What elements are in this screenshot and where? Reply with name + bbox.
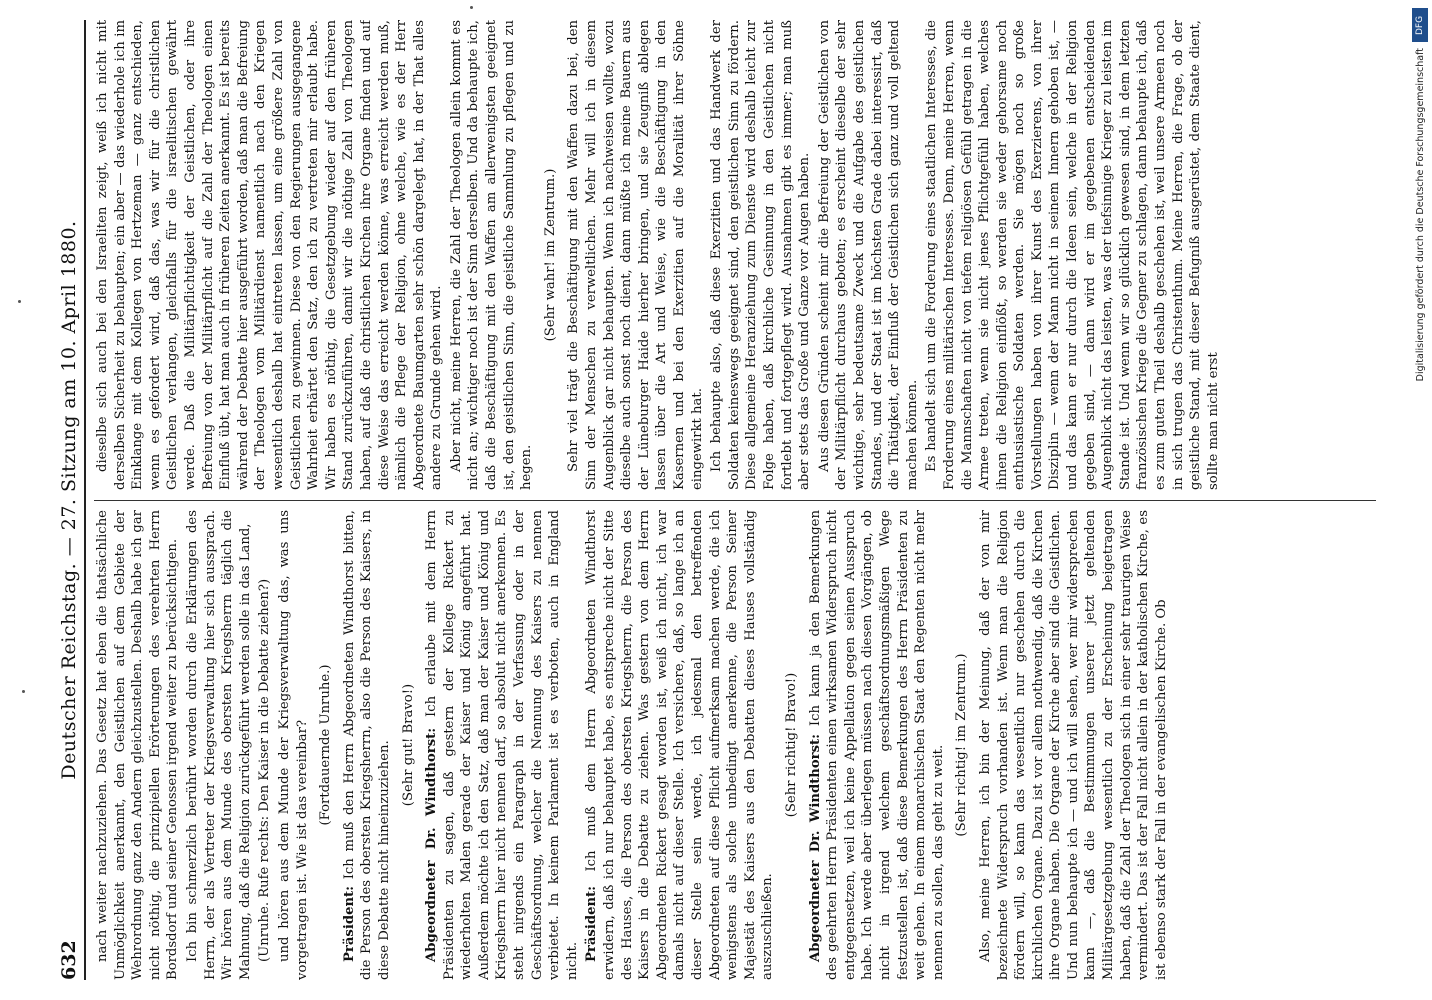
left-column bbox=[94, 510, 1376, 980]
speaker-name: Abgeordneter Dr. Windthorst: bbox=[807, 733, 823, 962]
paragraph bbox=[816, 20, 922, 490]
digitization-imprint bbox=[1408, 8, 1430, 988]
paragraph bbox=[423, 510, 581, 980]
paragraph-text: und hören aus dem Munde der Kriegsverwaltung das, was uns vorgetragen ist. Wie ist das vereinbar? bbox=[276, 510, 310, 980]
paragraph bbox=[256, 510, 274, 980]
interjection bbox=[400, 510, 418, 980]
paragraph bbox=[448, 20, 536, 490]
interjection bbox=[953, 510, 971, 980]
paragraph bbox=[923, 20, 1222, 490]
paragraph bbox=[94, 20, 446, 490]
paragraph bbox=[184, 510, 254, 980]
paragraph-text: nach weiter nachzuziehen. Das Gesetz hat eben die thatsächliche Unmöglichkeit anerkannt, den Geistlichen auf dem Gebiete der Wehrordnung ganz den Andern gleichzustellen. Deshalb habe ich gar nicht nöthig, die prinzipiellen Erörterungen des verehrten Herrn Bordsdorf und seiner Genossen irgend weiter zu berücksichtigen. bbox=[95, 510, 181, 980]
speaker-name: Präsident: bbox=[341, 885, 357, 962]
paragraph-text: (Unruhe. Rufe rechts: Den Kaiser in die Debatte ziehen?) bbox=[257, 578, 273, 962]
paragraph-text: Ich erlaube mit dem Herrn Präsidenten zu sagen, daß gestern der Kollege Rickert zu wiederholten Malen gerade der Kaiser und König angeführt hat. Außerdem möchte ich den Satz, daß man der Kaiser und König und Kriegsherrn hier nicht nennen darf, so absolut nicht anerkennen. Es steht nirgends ein Paragraph in der Verfassung oder in der Geschäftsordnung, welcher die Nennung des Kaisers zu nennen verbietet. In keinem Parlament ist es verboten, auch in England nicht. bbox=[424, 510, 580, 980]
speaker-name: Abgeordneter Dr. Windthorst: bbox=[424, 727, 440, 962]
dfg-logo: DFG bbox=[1412, 8, 1428, 42]
paragraph-text: Ich bin schmerzlich berührt worden durch die Erklärungen des Herrn, der als Vertreter der Kriegsverwaltung hier sich aussprach. Wir hören aus dem Munde des obersten Kriegsherrn täglich die Mahnung, daß die Religion zurückgeführt werden solle in das Land, bbox=[184, 510, 253, 980]
speaker-name: Präsident: bbox=[584, 885, 600, 962]
paragraph-text: (Fortdauernde Unruhe.) bbox=[318, 664, 334, 826]
paragraph-text: (Sehr wahr! im Zentrum.) bbox=[542, 168, 558, 342]
running-head bbox=[54, 20, 86, 980]
paragraph bbox=[583, 510, 777, 980]
running-head-title: Deutscher Reichstag. — 27. Sitzung am 10. April 1880. bbox=[58, 220, 80, 780]
paragraph bbox=[807, 510, 948, 980]
interjection bbox=[783, 510, 801, 980]
scan-speck bbox=[22, 690, 25, 693]
paragraph bbox=[94, 510, 182, 980]
scan-speck bbox=[470, 6, 473, 9]
paragraph-text: Ich kann ja den Bemerkungen des geehrten Herrn Präsidenten einen wirksamen Widerspruch nicht entgegensetzen, weil ich keine Appellation gegen seinen Ausspruch habe. Ich werde aber überlegen müssen nach diesen Vorgängen, ob nicht in irgend welchem geschäftsordnungsmäßigen Wege festzustellen ist, daß diese Bemerkungen des Herrn Präsidenten zu weit gehen. In einem monarchischen Staat den Regenten nicht mehr nennen zu sollen, das geht zu weit. bbox=[807, 510, 946, 980]
right-column bbox=[94, 20, 1376, 490]
paragraph bbox=[341, 510, 394, 980]
paragraph-text: dieselbe sich auch bei den Israeliten zeigt, weiß ich nicht mit derselben Sicherheit zu behaupten; ein aber — das wiederhole ich im Einklange mit dem Kollegen von Hertzeman — ganz entschieden, wenn es gefordert wird, daß das, was wir für die christlichen Geistlichen verlangen, gleichfalls für die israelitischen gewährt werde. Daß die Militärpflichtigkeit der Geistlichen, oder ihre Befreiung von der Militärpflicht auf die Zahl der Theologen einen Einfluß übt, hat man auch in früheren Zeiten anerkannt. Es ist bereits während der Debatte hier ausgeführt worden, daß man die Befreiung der Theologen vom Militärdienst namentlich nach den Kriegen wesentlich deshalb hat eintreten lassen, um eine größere Zahl von Geistlichen zu gewinnen. Diese von den Regierungen ausgegangene Wahrheit erhärtet den Satz, den ich zu vertreten mir erlaubt habe. Wir haben es nöthig, die Gesetzgebung wieder auf den früheren Stand zurückzuführen, damit wir die nöthige Zahl von Theologen haben, auf daß die christlichen Kirchen ihre Organe finden und auf diese Weise das erreicht werden könne, was erreicht werden muß, nämlich die Pflege der Religion, ohne welche, wie es der Herr Abgeordnete Baumgarten sehr schön dargelegt hat, in der That alles andere zu Grunde gehen wird. bbox=[95, 20, 445, 490]
paragraph bbox=[276, 510, 311, 980]
rotated-newspaper-page bbox=[46, 10, 1386, 990]
paragraph-text: (Sehr gut! Bravo!) bbox=[400, 683, 416, 807]
imprint-text: Digitalisierung gefördert durch die Deutsche Forschungsgemeinschaft bbox=[1415, 48, 1426, 382]
paragraph-text: Aber nicht, meine Herren, die Zahl der Theologen allein kommt es nicht an; wichtiger noch ist der Sinn derselben. Und da behaupte ich, daß die Beschäftigung mit den Waffen am allerwenigsten geeignet ist, den geistlichen Sinn, die geistliche Sammlung zu pflegen und zu hegen. bbox=[448, 20, 535, 490]
paragraph-text: Ich muß dem Herrn Abgeordneten Windthorst erwidern, daß ich nur behauptet habe, es entspreche nicht der Sitte des Hauses, die Person des obersten Kriegsherrn, die Person des Kaisers in die Debatte zu ziehen. Was gestern von dem Herrn Abgeordneten Rickert gesagt worden ist, weiß ich nicht, ich war damals nicht auf dieser Stelle. Ich versichere, daß, so lange ich an dieser Stelle sein werde, ich jedesmal den betreffenden Abgeordneten auf diese Pflicht aufmerksam machen werde, die ich wenigstens als solche unbedingt anerkenne, die Person Seiner Majestät des Kaisers aus den Debatten dieses Hauses vollständig auszuschließen. bbox=[584, 510, 776, 980]
paragraph-text: Ich muß den Herrn Abgeordneten Windthorst bitten, die Person des obersten Kriegsherrn, also die Person des Kaisers, in diese Debatte nicht hineinzuziehen. bbox=[341, 510, 392, 980]
interjection bbox=[317, 510, 335, 980]
paragraph bbox=[565, 20, 706, 490]
scan-speck bbox=[18, 300, 21, 303]
paragraph bbox=[708, 20, 814, 490]
paragraph-text: Aus diesen Gründen scheint mir die Befreiung der Geistlichen von der Militärpflicht durchaus geboten; es erscheint dieselbe der sehr wichtige, sehr bedeutsame Zweck und die Aufgabe des geistlichen Standes, und der Staat ist im höchsten Grade dabei interessirt, daß die Thätigkeit, der Einfluß der Geistlichen sich ganz und voll geltend machen können. bbox=[816, 20, 920, 490]
paragraph-text: Sehr viel trägt die Beschäftigung mit den Waffen dazu bei, den Sinn der Menschen zu verweltlichen. Mehr will ich in diesem Augenblick gar nicht behaupten. Wenn ich nachweisen wollte, wozu dieselbe auch sonst noch dient, dann müßte ich meine Bauern aus der Lüneburger Haide hierher bringen, und sie Zeugniß ablegen lassen über die Art und Weise, wie die Beschäftigung in den Kasernen und bei den Exerzitien auf die Moralität ihrer Söhne eingewirkt hat. bbox=[566, 20, 705, 490]
page-number: 632 bbox=[58, 940, 80, 980]
paragraph-text: Also, meine Herren, ich bin der Meinung, daß der von mir bezeichnete Widerspruch vorhanden ist. Wenn man die Religion fördern will, so kann das wesentlich nur geschehen durch die kirchlichen Organe. Dazu ist vor allem nothwendig, daß die Kirchen ihre Organe haben. Die Organe der Kirche aber sind die Geistlichen. Und nun behaupte ich — und ich will sehen, wer mir widersprechen kann —, daß die Bestimmungen unserer jetzt geltenden Militärgesetzgebung wesentlich zu der Erscheinung beigetragen haben, daß die Zahl der Theologen sich in einer sehr traurigen Weise vermindert. Das ist der Fall nicht allein in der katholischen Kirche, es ist ebenso stark der Fall in der evangelischen Kirche. Ob bbox=[977, 510, 1169, 980]
paragraph-text: (Sehr richtig! im Zentrum.) bbox=[954, 653, 970, 837]
interjection bbox=[542, 20, 560, 490]
paragraph-text: Ich behaupte also, daß diese Exerzitien und das Handwerk der Soldaten keineswegs geeignet sind, den geistlichen Sinn zu fördern. Diese allgemeine Heranziehung zum Dienste wird deshalb leicht zur Folge haben, daß kirchliche Gesinnung in den Geistlichen nicht fortlebt und fortgepflegt wird. Ausnahmen gibt es immer; man muß aber stets das Große und Ganze vor Augen haben. bbox=[709, 20, 813, 490]
paragraph-text: Es handelt sich um die Forderung eines staatlichen Interesses, die Forderung eines militärischen Interesses. Denn, meine Herren, wenn die Mannschaften nicht von tiefem religiösen Gefühl getragen in die Armee treten, wenn sie nicht jenes Pflichtgefühl haben, welches ihnen die Religion einflößt, so werden sie weder gehorsame noch enthusiastische Soldaten werden. Sie mögen noch so große Vorstellungen haben von ihrer Kunst des Exerzierens, von ihrer Disziplin — wenn der Mann nicht in seinem Innern gehoben ist, — und das kann er nur durch die Ideen sein, welche in der Religion gegeben sind, — dann wird er im gegebenen entscheidenden Augenblick nicht das leisten, was der tiefsinnige Krieger zu leisten im Stande ist. Und wenn wir so glücklich gewesen sind, in dem letzten französischen Kriege die Gegner zu schlagen, dann behaupte ich, daß es zum guten Theil deshalb geschehen ist, weil unsere Armeen noch in sich trugen das Christenthum. Meine Herren, die Frage, ob der geistliche Stand, mit dieser Befugniß ausgerüstet, dem Staate dient, sollte man nicht erst bbox=[924, 20, 1221, 490]
paragraph bbox=[977, 510, 1171, 980]
column-divider bbox=[94, 500, 1376, 501]
paragraph-text: (Sehr richtig! Bravo!) bbox=[783, 672, 799, 818]
